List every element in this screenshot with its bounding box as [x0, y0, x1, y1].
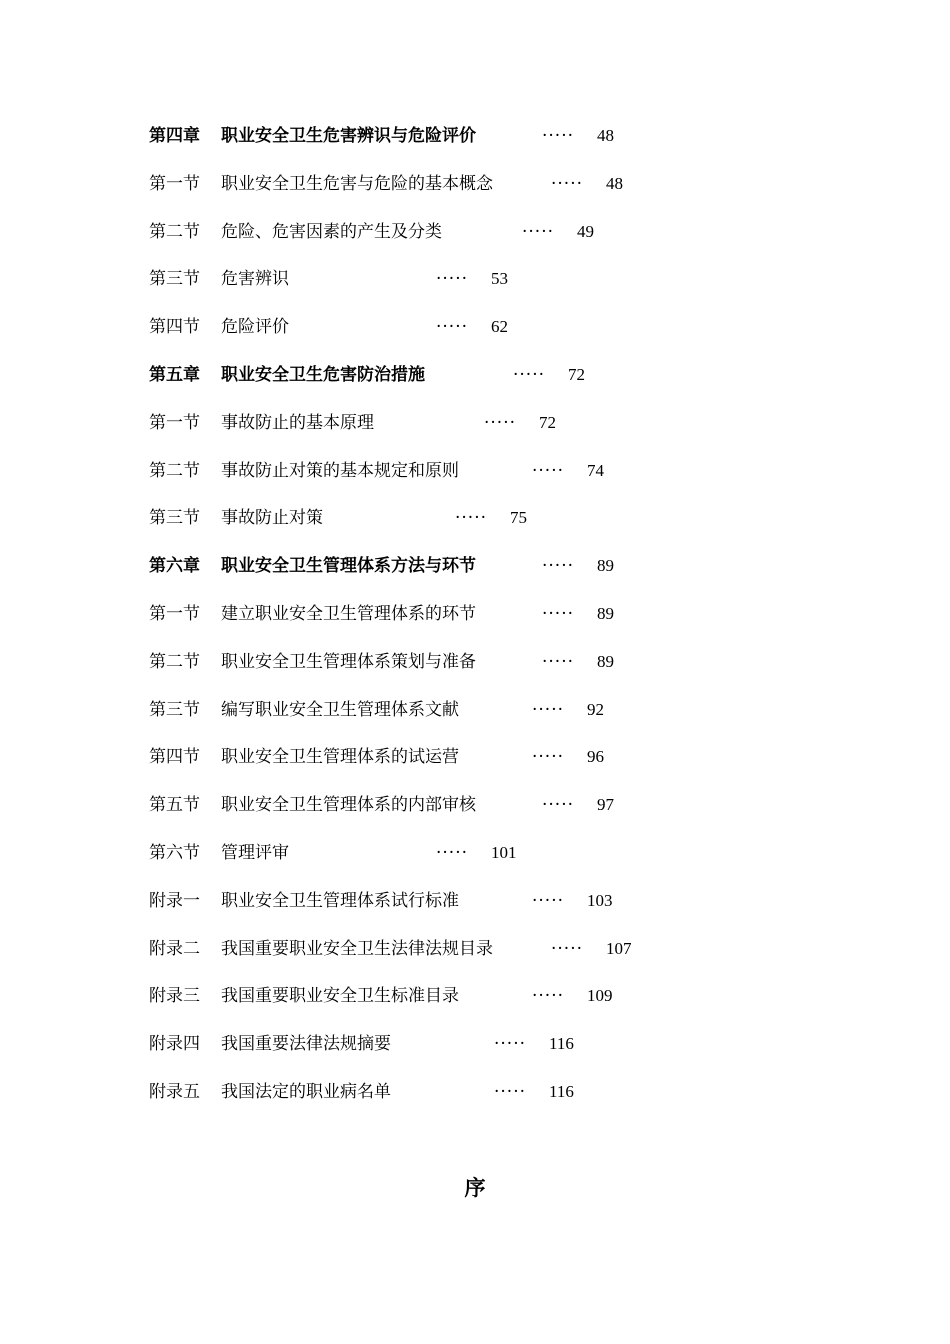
toc-entry-leader: ·····: [484, 413, 517, 433]
toc-entry-label: 第一节: [149, 174, 200, 194]
toc-entry-label: 附录一: [149, 891, 200, 911]
toc-entry-leader: ·····: [542, 126, 575, 146]
toc-entry-page: 89: [597, 652, 614, 671]
toc-entry-leader: ·····: [494, 1082, 527, 1102]
toc-entry-title: 事故防止对策: [221, 508, 323, 528]
toc-entry-title: 编写职业安全卫生管理体系文献: [221, 700, 459, 720]
toc-entry-title: 职业安全卫生管理体系的内部审核: [221, 795, 476, 815]
toc-entry-leader: ·····: [532, 700, 565, 720]
toc-entry-page: 72: [568, 365, 585, 384]
toc-entry-label: 附录五: [149, 1082, 200, 1102]
toc-entry-page: 101: [491, 843, 517, 862]
toc-entry-leader: ·····: [532, 986, 565, 1006]
toc-entry-leader: ·····: [551, 174, 584, 194]
toc-entry-leader: ·····: [542, 795, 575, 815]
toc-entry-label: 第五章: [149, 365, 200, 385]
toc-entry-page: 103: [587, 891, 613, 910]
toc-entry-page: 97: [597, 795, 614, 814]
toc-entry-page: 48: [597, 126, 614, 145]
toc-entry-leader: ·····: [436, 843, 469, 863]
toc-entry-page: 109: [587, 986, 613, 1005]
toc-entry-page: 92: [587, 700, 604, 719]
toc-entry-page: 48: [606, 174, 623, 193]
toc-entry-leader: ·····: [532, 747, 565, 767]
toc-entry-leader: ·····: [532, 891, 565, 911]
toc-entry-page: 96: [587, 747, 604, 766]
toc-entry-page: 62: [491, 317, 508, 336]
toc-entry-leader: ·····: [532, 461, 565, 481]
toc-entry-page: 74: [587, 461, 604, 480]
toc-entry-label: 附录二: [149, 939, 200, 959]
toc-entry-page: 89: [597, 556, 614, 575]
toc-entry-page: 53: [491, 269, 508, 288]
toc-entry-leader: ·····: [551, 939, 584, 959]
toc-entry-label: 第四章: [149, 126, 200, 146]
toc-entry-leader: ·····: [455, 508, 488, 528]
toc-entry-title: 职业安全卫生管理体系试行标准: [221, 891, 459, 911]
toc-entry-label: 第六章: [149, 556, 200, 576]
toc-entry-leader: ·····: [522, 222, 555, 242]
toc-entry-title: 职业安全卫生管理体系策划与准备: [221, 652, 476, 672]
toc-entry-label: 第一节: [149, 413, 200, 433]
toc-entry-page: 72: [539, 413, 556, 432]
toc-entry-label: 第四节: [149, 747, 200, 767]
toc-entry-leader: ·····: [436, 269, 469, 289]
toc-entry-title: 事故防止对策的基本规定和原则: [221, 461, 459, 481]
toc-entry-title: 危险评价: [221, 317, 289, 337]
toc-entry-title: 我国重要法律法规摘要: [221, 1034, 391, 1054]
toc-entry-title: 建立职业安全卫生管理体系的环节: [221, 604, 476, 624]
toc-entry-label: 第二节: [149, 461, 200, 481]
toc-entry-title: 事故防止的基本原理: [221, 413, 374, 433]
toc-entry-label: 第二节: [149, 652, 200, 672]
toc-entry-label: 附录三: [149, 986, 200, 1006]
toc-entry-title: 我国重要职业安全卫生法律法规目录: [221, 939, 493, 959]
toc-entry-page: 49: [577, 222, 594, 241]
toc-entry-title: 职业安全卫生危害辨识与危险评价: [221, 126, 476, 146]
toc-entry-label: 第三节: [149, 700, 200, 720]
toc-entry-label: 第一节: [149, 604, 200, 624]
toc-entry-title: 我国重要职业安全卫生标准目录: [221, 986, 459, 1006]
toc-entry-leader: ·····: [542, 556, 575, 576]
toc-entry-leader: ·····: [513, 365, 546, 385]
toc-entry-title: 管理评审: [221, 843, 289, 863]
toc-entry-title: 危险、危害因素的产生及分类: [221, 222, 442, 242]
toc-entry-label: 第三节: [149, 269, 200, 289]
toc-entry-page: 116: [549, 1034, 574, 1053]
toc-entry-title: 职业安全卫生危害与危险的基本概念: [221, 174, 493, 194]
toc-entry-page: 75: [510, 508, 527, 527]
toc-entry-title: 职业安全卫生危害防治措施: [221, 365, 425, 385]
toc-entry-title: 职业安全卫生管理体系的试运营: [221, 747, 459, 767]
toc-entry-label: 第二节: [149, 222, 200, 242]
toc-entry-page: 116: [549, 1082, 574, 1101]
preface-heading: 序: [464, 1175, 486, 1200]
toc-entry-title: 职业安全卫生管理体系方法与环节: [221, 556, 476, 576]
toc-entry-leader: ·····: [542, 604, 575, 624]
toc-entry-title: 我国法定的职业病名单: [221, 1082, 391, 1102]
toc-entry-label: 第四节: [149, 317, 200, 337]
toc-entry-page: 107: [606, 939, 632, 958]
toc-entry-label: 附录四: [149, 1034, 200, 1054]
toc-entry-page: 89: [597, 604, 614, 623]
toc-entry-leader: ·····: [542, 652, 575, 672]
toc-entry-leader: ·····: [436, 317, 469, 337]
toc-entry-label: 第五节: [149, 795, 200, 815]
toc-entry-label: 第六节: [149, 843, 200, 863]
toc-entry-title: 危害辨识: [221, 269, 289, 289]
toc-entry-label: 第三节: [149, 508, 200, 528]
toc-entry-leader: ·····: [494, 1034, 527, 1054]
